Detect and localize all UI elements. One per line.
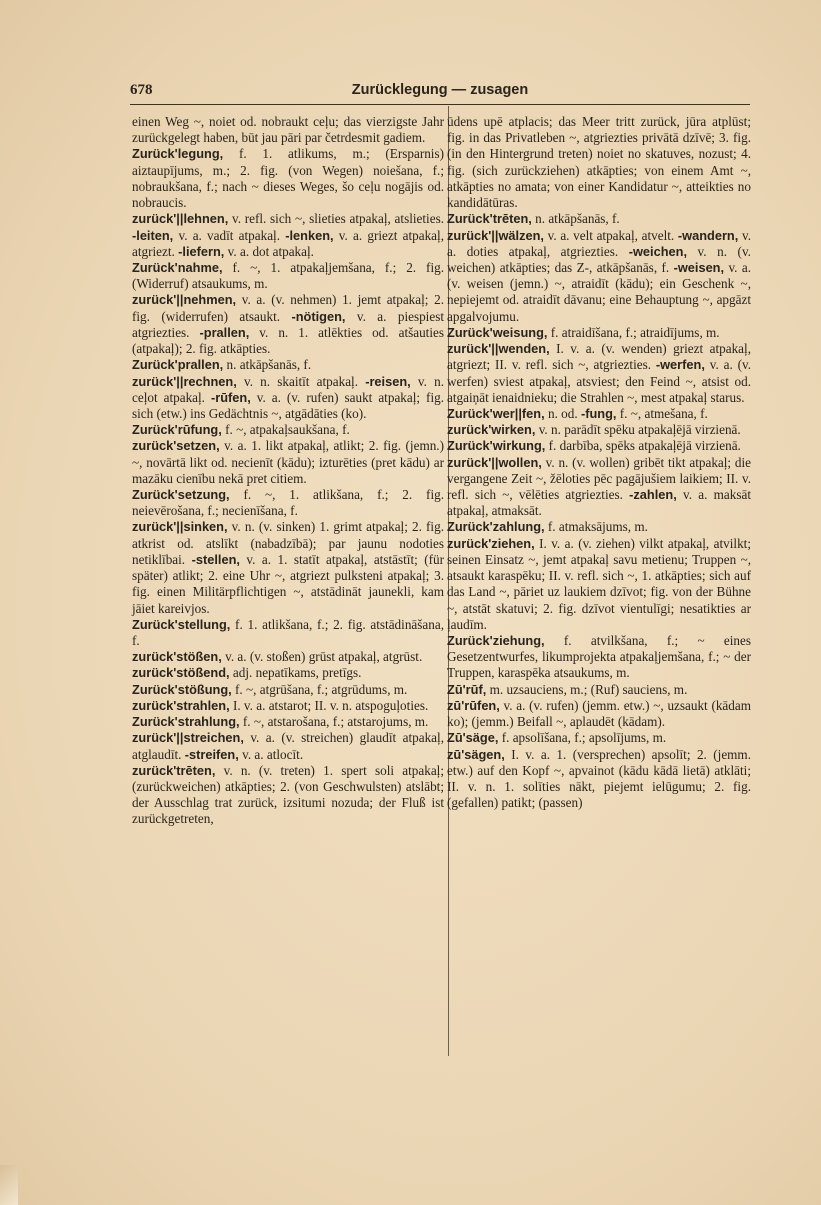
dictionary-entry	[132, 698, 444, 714]
dictionary-entry	[447, 325, 751, 341]
entry-headword: Zū'rūf,	[447, 681, 487, 697]
dictionary-entry	[447, 519, 751, 535]
entry-definition: v. n. (v. treten) 1. spert soli atpakaļ; (zurückweichen) atkāpties; 2. (von Geschwulsten) atslābt; der Ausschlag trat zurück, izsitumi nozuda; der Fluß ist zurückgetreten,	[132, 762, 444, 827]
entry-definition: v. a. (v. rufen) (jemm. etw.) ~, uzsaukt (kādam ko); (jemm.) Beifall ~, aplaudēt (kādam).	[447, 697, 751, 730]
dictionary-entry	[132, 617, 444, 649]
dictionary-entry	[132, 146, 444, 211]
entry-headword: zurück'setzen,	[132, 438, 220, 454]
entry-headword: zurück'||lehnen,	[132, 211, 229, 227]
dictionary-entry	[447, 422, 751, 438]
entry-headword: Zurück'stellung,	[132, 616, 231, 632]
dictionary-entry	[132, 357, 444, 373]
entry-definition: n. atkāpšanās, f.	[531, 211, 620, 227]
entry-definition: I. v. a. 1. (versprechen) apsolīt; 2. (jemm. etw.) auf den Kopf ~, apvainot (kādu kādā lietā) atklāti; II. v. n. 1. solīties nākt, piejemt ielūgumu; 2. fig. (gefallen) patikt; (passen)	[447, 746, 751, 811]
entry-definition: v. n. 1. atlēkties od. atšauties (atpakaļ); 2. fig. atkāpties.	[132, 324, 444, 357]
dictionary-entry	[132, 665, 444, 681]
entry-definition: v. n. (v. sinken) 1. grimt atpakaļ; 2. fig. atkrist od. atslīkt (nabadzībā); par jaunu nodoties netiklībai.	[132, 519, 444, 567]
dictionary-entry	[132, 649, 444, 665]
entry-headword: Zurück'rūfung,	[132, 422, 222, 438]
entry-definition: v. a. vadīt atpakaļ.	[173, 227, 286, 243]
dictionary-entry	[132, 730, 444, 762]
entry-headword: zū'sägen,	[447, 746, 505, 762]
dictionary-entry	[447, 228, 751, 325]
entry-definition: ūdens upē atplacis; das Meer tritt zurück, jūra atplūst; fig. in das Privatleben ~, atgriezties privātā dzīvē; 3. fig. (in den Hintergrund treten) noiet no skatuves, nozust; 4. fig. (sich zurückziehen) atkāpties; von einem Amt ~, atkāpties no amata; von einer Kandidatur ~, atteikties no kandidātūras.	[447, 114, 751, 211]
entry-subheadword: -fung,	[580, 405, 617, 421]
entry-definition: v. a. (v. weisen (jemn.) ~, atraidīt (kādu); ein Geschenk ~, nepiejemt od. atraidīt dāvanu; eine Behauptung ~, apgāzt apgalvojumu.	[447, 259, 751, 324]
entry-headword: zurück'||wälzen,	[447, 227, 544, 243]
entry-headword: Zurück'strahlung,	[132, 714, 240, 730]
entry-subheadword: -rūfen,	[210, 389, 251, 405]
dictionary-entry	[447, 341, 751, 406]
dictionary-entry	[447, 730, 751, 746]
entry-definition: v. a. dot atpakaļ.	[224, 243, 314, 259]
entry-definition: f. atvilkšana, f.; ~ eines Gesetzentwurfes, likumprojekta atpakaļjemšana, f.; ~ der Truppen, karaspēka atsaukums, m.	[447, 633, 751, 681]
left-column	[132, 114, 444, 828]
entry-subheadword: -werfen,	[655, 357, 705, 373]
entry-headword: zurück'stößen,	[132, 649, 222, 665]
entry-definition: f. ~, atpakaļsaukšana, f.	[221, 422, 350, 438]
entry-definition: f. apsolīšana, f.; apsolījums, m.	[498, 730, 667, 746]
entry-definition: v. a. (v. stoßen) grūst atpakaļ, atgrūst.	[221, 649, 423, 665]
entry-definition: v. n. (v. wollen) gribēt tikt atpakaļ; die vergangene Zeit ~, žēloties pēc pagājušiem laikiem; II. v. refl. sich ~, vēlēties atgriezties.	[447, 454, 751, 503]
dictionary-entry	[132, 292, 444, 357]
entry-definition: v. a. griezt atpakaļ, atgriezt.	[132, 227, 444, 259]
dictionary-entry	[132, 374, 444, 423]
entry-definition: f. ~, atgrūšana, f.; atgrūdums, m.	[231, 681, 408, 697]
entry-definition: v. a. 1. likt atpakaļ, atlikt; 2. fig. (jemn.) ~, novārtā likt od. necienīt (kādu); izturēties (pret kādu) ar mazāku cienību nekā pret citiem.	[132, 438, 444, 486]
dictionary-entry	[447, 114, 751, 211]
entry-subheadword: -prallen,	[199, 324, 250, 340]
entry-definition: n. od.	[544, 405, 581, 421]
entry-definition: f. atraidīšana, f.; atraidījums, m.	[547, 324, 720, 340]
entry-headword: Zurück'nahme,	[132, 259, 223, 275]
entry-headword: Zurück'ziehung,	[447, 633, 545, 648]
entry-subheadword: -wandern,	[677, 227, 739, 243]
dictionary-entry	[132, 211, 444, 260]
page-edge-wear	[0, 1165, 18, 1205]
entry-definition: v. a. 1. statīt atpakaļ, atstāstīt; (für später) atlikt; 2. eine Uhr ~, atgriezt pulksteni atpakaļ; 3. fig. einen Militärpflichtigen ~, atstādināt jaunekli, kam jāiet kareivjos.	[132, 551, 445, 616]
entry-definition: v. a. maksāt atpakaļ, atmaksāt.	[447, 487, 751, 519]
entry-headword: Zū'säge,	[447, 730, 499, 746]
entry-definition: v. a. (v. werfen) sviest atpakaļ, atsviest; den Feind ~, atsist od. atgaiņāt ienaidnieku; die Strahlen ~, mest atpakaļ starus.	[447, 357, 752, 405]
dictionary-entry	[132, 487, 444, 519]
entry-subheadword: -streifen,	[184, 746, 239, 762]
entry-definition: v. a. (v. streichen) glaudīt atpakaļ, atglaudīt.	[132, 730, 444, 762]
entry-definition: f. ~, 1. atlikšana, f.; 2. fig. neievērošana, f.; necienīšana, f.	[132, 487, 444, 519]
entry-headword: zurück'strahlen,	[132, 697, 230, 713]
entry-definition: I. v. a. (v. ziehen) vilkt atpakaļ, atvilkt; seinen Einsatz ~, jemt atpakaļ savu metienu; Truppen ~, atsaukt karaspēku; II. v. refl. sich ~, 1. atkāpties; sich auf das Land ~, pāriet uz laukiem dzīvot; fig. von der Bühne ~, atstāt skatuvi; 2. fig. dzīvot vientulīgi; nesatikties ar ļaudīm.	[447, 535, 751, 632]
entry-headword: zurück'trēten,	[132, 762, 216, 778]
entry-definition: v. n. (v. weichen) atkāpties; das Z-, atkāpšanās, f.	[447, 243, 751, 275]
running-head: Zurücklegung — zusagen	[351, 82, 529, 98]
dictionary-entry	[447, 682, 751, 698]
entry-definition: einen Weg ~, noiet od. nobraukt ceļu; das vierzigste Jahr zurückgelegt haben, būt jau pāri par četrdesmit gadiem.	[132, 114, 444, 146]
entry-definition: f. 1. atlikums, m.; (Ersparnis) aiztaupījums, m.; 2. fig. (von Wegen) noiešana, f.; nobraukšana, f.; nach ~ dieses Weges, šo ceļu nogājis od. nobraucis.	[132, 146, 444, 211]
dictionary-entry	[447, 438, 751, 454]
dictionary-entry	[447, 211, 751, 227]
dictionary-entry	[132, 714, 444, 730]
entry-subheadword: -lenken,	[285, 227, 334, 243]
entry-headword: zurück'stößend,	[132, 665, 230, 681]
entry-definition: v. a. piespiest atgriezties.	[132, 308, 444, 340]
dictionary-entry	[447, 536, 751, 633]
entry-definition: f. ~, atmešana, f.	[616, 405, 708, 421]
entry-headword: Zurück'setzung,	[132, 487, 230, 503]
entry-headword: zurück'ziehen,	[447, 535, 535, 551]
entry-headword: zurück'||rechnen,	[132, 373, 237, 389]
entry-definition: I. v. a. atstarot; II. v. n. atspoguļoties.	[229, 697, 429, 713]
dictionary-entry	[132, 519, 444, 616]
entry-subheadword: -weichen,	[628, 243, 687, 259]
entry-headword: Zurück'stößung,	[132, 681, 232, 697]
entry-headword: Zurück'zahlung,	[447, 519, 545, 535]
entry-definition: f. 1. atlikšana, f.; 2. fig. atstādināšana, f.	[132, 616, 444, 648]
dictionary-entry	[447, 455, 751, 520]
entry-headword: Zurück'prallen,	[132, 357, 224, 373]
dictionary-entry	[132, 260, 444, 292]
entry-headword: Zurück'legung,	[132, 146, 224, 162]
entry-definition: v. refl. sich ~, slieties atpakaļ, atslieties.	[228, 211, 444, 227]
dictionary-entry	[132, 438, 444, 487]
page-header	[130, 80, 750, 105]
entry-subheadword: -leiten,	[132, 227, 174, 243]
entry-subheadword: -reisen,	[365, 373, 411, 389]
entry-definition: v. a. velt atpakaļ, atvelt.	[543, 227, 678, 243]
dictionary-entry	[132, 682, 444, 698]
dictionary-entry	[447, 633, 751, 682]
entry-definition: f. ~, 1. atpakaļjemšana, f.; 2. fig. (Widerruf) atsaukums, m.	[132, 259, 444, 292]
dictionary-entry	[447, 698, 751, 730]
entry-headword: Zurück'trēten,	[447, 211, 532, 227]
right-column	[447, 114, 751, 811]
entry-definition: f. atmaksājums, m.	[544, 519, 648, 535]
entry-definition: v. n. parādīt spēku atpakaļējā virzienā.	[535, 422, 741, 438]
entry-headword: zurück'||wenden,	[447, 341, 550, 357]
entry-subheadword: -liefern,	[178, 243, 225, 259]
page-number: 678	[130, 82, 153, 98]
dictionary-entry	[132, 114, 444, 146]
entry-headword: zurück'||nehmen,	[132, 292, 237, 308]
entry-definition: m. uzsauciens, m.; (Ruf) sauciens, m.	[486, 681, 688, 697]
entry-subheadword: -nötigen,	[291, 308, 346, 324]
entry-subheadword: -weisen,	[673, 259, 725, 275]
entry-subheadword: -stellen,	[191, 551, 240, 567]
entry-definition: n. atkāpšanās, f.	[223, 357, 312, 373]
entry-definition: v. n. skaitīt atpakaļ.	[236, 373, 366, 389]
entry-definition: f. darbība, spēks atpakaļējā virzienā.	[545, 438, 741, 454]
entry-headword: Zurück'wer||fen,	[447, 405, 545, 421]
entry-definition: v. n. ceļot atpakaļ.	[132, 373, 444, 405]
dictionary-entry	[447, 747, 751, 812]
entry-headword: zurück'wirken,	[447, 422, 536, 438]
entry-headword: zurück'||wollen,	[447, 454, 542, 470]
entry-definition: v. a. atlocīt.	[238, 746, 304, 762]
entry-definition: v. a. (v. rufen) saukt atpakaļ; fig. sich (etw.) ins Gedächtnis ~, atgādāties (ko).	[132, 389, 444, 421]
dictionary-entry	[447, 406, 751, 422]
entry-headword: Zurück'weisung,	[447, 324, 548, 340]
entry-definition: I. v. a. (v. wenden) griezt atpakaļ, atgriezt; II. v. refl. sich ~, atgriezties.	[447, 341, 751, 373]
entry-headword: Zurück'wirkung,	[447, 438, 546, 454]
entry-definition: v. a. doties atpakaļ, atgriezties.	[447, 227, 751, 259]
entry-definition: adj. nepatīkams, pretīgs.	[229, 665, 362, 681]
entry-subheadword: -zahlen,	[629, 487, 677, 503]
entry-headword: zurück'||streichen,	[132, 730, 244, 746]
dictionary-entry	[132, 763, 444, 828]
entry-headword: zū'rūfen,	[447, 697, 500, 713]
entry-definition: v. a. (v. nehmen) 1. jemt atpakaļ; 2. fig. (widerrufen) atsaukt.	[132, 292, 444, 324]
entry-definition: f. ~, atstarošana, f.; atstarojums, m.	[239, 714, 429, 730]
entry-headword: zurück'||sinken,	[132, 519, 228, 535]
dictionary-entry	[132, 422, 444, 438]
